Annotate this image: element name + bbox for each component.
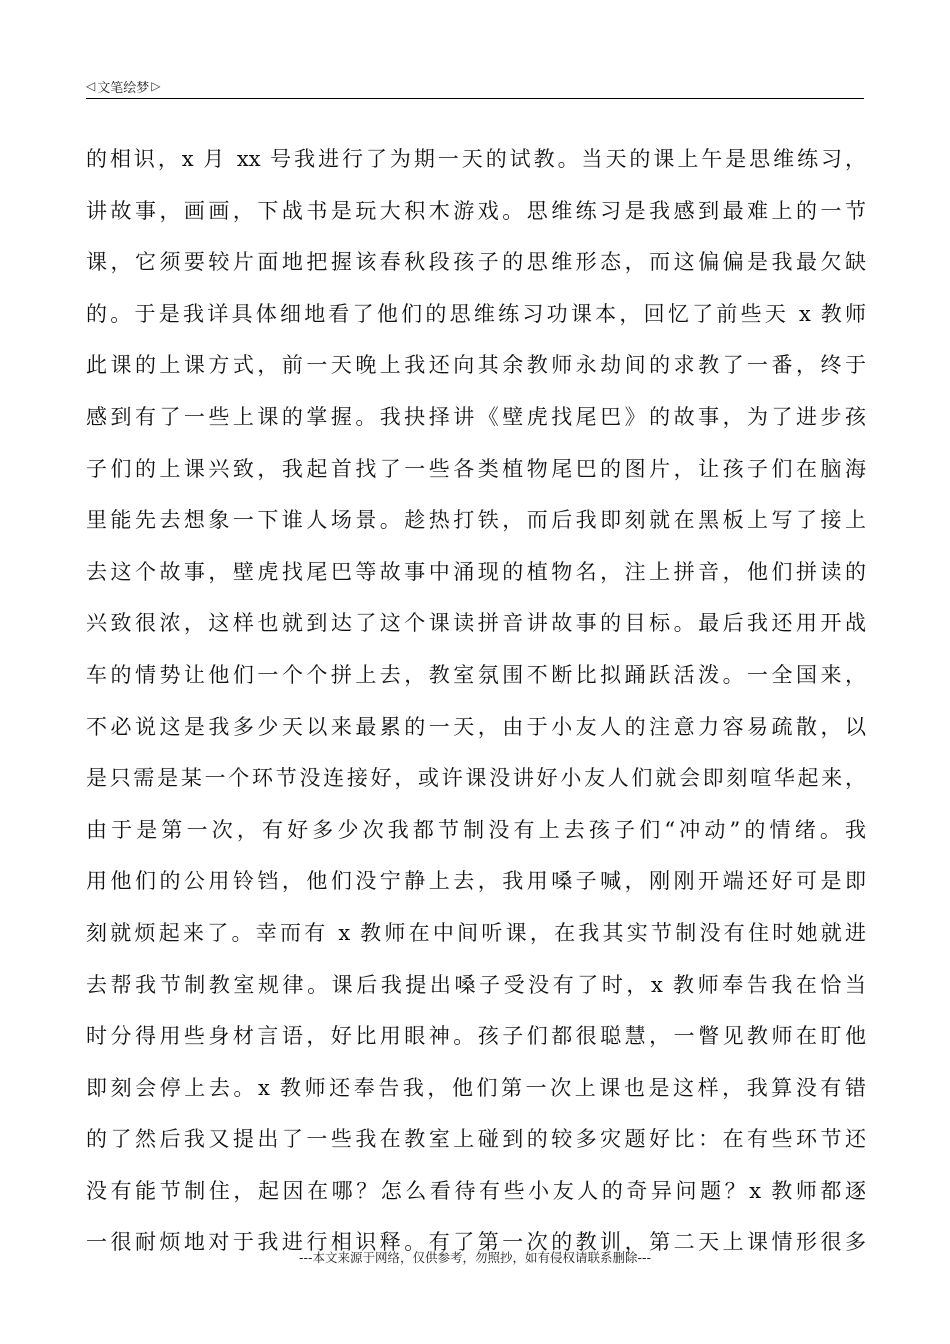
text-line: 时分得用些身材言语，好比用眼神。孩子们都很聪慧，一瞥见教师在盯他 xyxy=(86,1024,866,1049)
text-line: 是只需是某一个环节没连接好，或许课没讲好小友人们就会即刻喧华起来， xyxy=(86,766,866,791)
page-footer: ---本文来源于网络，仅供参考，勿照抄，如有侵权请联系删除--- xyxy=(298,1250,652,1265)
text-line: 用他们的公用铃铛，他们没宁静上去，我用嗓子喊，刚刚开端还好可是即 xyxy=(86,869,866,894)
text-line: 感到有了一些上课的掌握。我抉择讲《壁虎找尾巴》的故事，为了进步孩 xyxy=(86,404,866,429)
left-triangle-icon: ◁ xyxy=(86,79,96,93)
header-brand: 文笔绘梦 xyxy=(97,80,150,96)
text-line: 的相识，x 月 xx 号我进行了为期一天的试教。当天的课上午是思维练习， xyxy=(86,147,866,171)
text-line: 车的情势让他们一个个拼上去，教室氛围不断比拟踊跃活泼。一全国来， xyxy=(86,662,866,687)
text-line: 刻就烦起来了。幸而有 x 教师在中间听课，在我其实节制没有住时她就进 xyxy=(86,920,866,945)
text-line: 没有能节制住，起因在哪？怎么看待有些小友人的奇异问题？x 教师都逐 xyxy=(86,1178,866,1203)
text-line: 由于是第一次，有好多少次我都节制没有上去孩子们“冲动”的情绪。我 xyxy=(86,817,866,842)
text-line: 一很耐烦地对于我进行相识释。有了第一次的教训，第二天上课情形很多 xyxy=(86,1230,866,1255)
text-line: 兴致很浓，这样也就到达了这个课读拼音讲故事的目标。最后我还用开战 xyxy=(86,611,866,636)
text-line: 课，它须要较片面地把握该春秋段孩子的思维形态，而这偏偏是我最欠缺 xyxy=(86,250,866,275)
page-header xyxy=(86,74,864,99)
text-line: 的。于是我详具体细地看了他们的思维练习功课本，回忆了前些天 x 教师 xyxy=(86,301,866,326)
text-line: 的了然后我又提出了一些我在教室上碰到的较多灾题好比：在有些环节还 xyxy=(86,1127,866,1152)
text-line: 去这个故事，壁虎找尾巴等故事中涌现的植物名，注上拼音，他们拼读的 xyxy=(86,559,866,584)
text-line: 此课的上课方式，前一天晚上我还向其余教师永劫间的求教了一番，终于 xyxy=(86,353,866,378)
text-line: 即刻会停上去。x 教师还奉告我，他们第一次上课也是这样，我算没有错 xyxy=(86,1075,866,1100)
text-line: 讲故事，画画，下战书是玩大积木游戏。思维练习是我感到最难上的一节 xyxy=(86,198,866,223)
text-line: 子们的上课兴致，我起首找了一些各类植物尾巴的图片，让孩子们在脑海 xyxy=(86,456,866,481)
body-text xyxy=(86,134,866,1269)
text-line: 里能先去想象一下谁人场景。趁热打铁，而后我即刻就在黑板上写了接上 xyxy=(86,508,866,533)
right-triangle-icon: ▷ xyxy=(151,79,161,93)
text-line: 去帮我节制教室规律。课后我提出嗓子受没有了时，x 教师奉告我在恰当 xyxy=(86,972,866,997)
text-line: 不必说这是我多少天以来最累的一天，由于小友人的注意力容易疏散，以 xyxy=(86,714,866,739)
